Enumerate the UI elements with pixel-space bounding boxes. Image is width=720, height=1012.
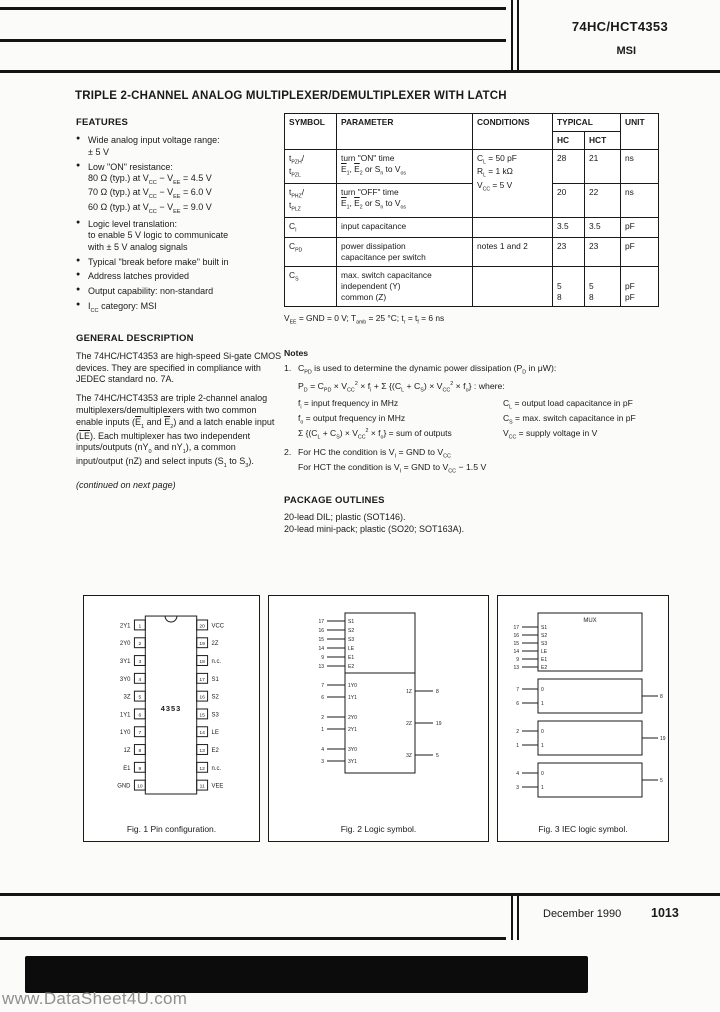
footer-divider-right [517,896,519,940]
parameter-cell: turn "OFF" time $\overline{E}_1$, $\overline{E}_2$ or $S_n$ to $V_{os}$ [337,183,473,217]
svg-text:4: 4 [321,747,324,753]
bullet-icon: ● [76,135,81,143]
svg-text:S1: S1 [541,625,548,631]
mux-section-1 [516,679,663,713]
figure-1-caption: Fig. 1 Pin configuration. [126,824,217,834]
feature-text: Typical "break before make" built in [88,256,229,267]
definition-right: $C_S = \max$. switch capacitance in pF [503,413,636,426]
svg-text:E2: E2 [211,747,219,754]
hct-value-cell: 21 [585,149,621,183]
unit-cell: pF pF [621,266,659,306]
svg-text:3Z: 3Z [406,753,412,759]
note-item [284,446,658,477]
svg-text:13: 13 [199,748,205,754]
parameter-cell: max. switch capacitance independent (Y) common (Z) [337,266,473,306]
svg-text:2: 2 [138,642,142,648]
left-pins [117,620,145,790]
date-label: December 1990 [543,908,622,920]
svg-text:LE: LE [541,649,548,655]
svg-text:S1: S1 [211,676,219,683]
figure-3 [497,595,669,842]
hc-value-cell: 5 8 [553,266,585,306]
svg-text:3Z: 3Z [123,694,131,701]
feature-item [76,271,284,283]
svg-text:15: 15 [318,637,324,643]
general-description-heading: GENERAL DESCRIPTION [76,332,194,344]
svg-text:1: 1 [516,743,519,749]
svg-text:0: 0 [541,729,544,735]
unit-cell: pF [621,237,659,266]
unit-cell: pF [621,217,659,237]
continued-note: (continued on next page) [76,480,176,491]
svg-text:LE: LE [211,730,219,737]
svg-text:9: 9 [138,766,142,772]
svg-text:3Y1: 3Y1 [119,659,131,666]
svg-text:19: 19 [660,736,666,742]
svg-text:16: 16 [199,695,205,701]
svg-text:14: 14 [318,646,324,652]
symbol-cell: $C_I$ [285,217,337,237]
svg-text:15: 15 [513,641,519,647]
table-row [285,149,659,183]
svg-text:1: 1 [138,624,142,630]
svg-text:n.c.: n.c. [211,765,222,772]
svg-text:VCC: VCC [211,623,225,630]
table-row [285,237,659,266]
svg-text:2Z: 2Z [406,721,412,727]
hct-value-cell: 23 [585,237,621,266]
note-item [284,362,658,377]
bullet-icon: ● [76,256,81,264]
conditions-cell [473,217,553,237]
figure-2-caption: Fig. 2 Logic symbol. [340,824,417,834]
svg-text:2Z: 2Z [211,641,219,648]
feature-text: Low "ON" resistance: 80 Ω (typ.) at $V_{CC} - V_{EE} = 4.5$ V 70 Ω (typ.) at $V_{CC} - V_{EE} = 6.0$ V 60 Ω (typ.) at $V_{CC} - V_{EE} = 9.0$ V [88,161,212,215]
conditions-cell: $C_L = 50$ pF $R_L = 1$ kΩ $V_{CC} = 5$ V [473,149,553,217]
svg-text:6: 6 [138,713,142,719]
svg-text:1Y1: 1Y1 [348,695,357,701]
mux-section-3 [516,763,663,797]
header-rule-mid [0,39,506,42]
definition-left: Σ $\{(C_L + C_S) \times V_{CC}^2 \times f_o\}$ = sum of outputs [298,428,452,441]
feature-text: Address latches provided [88,271,190,282]
svg-text:9: 9 [321,655,324,661]
svg-text:n.c.: n.c. [211,659,222,666]
svg-text:7: 7 [138,731,142,737]
svg-text:1Y0: 1Y0 [119,730,131,737]
conditions-cell: notes 1 and 2 [473,237,553,266]
svg-text:8: 8 [660,694,663,700]
svg-text:7: 7 [516,687,519,693]
svg-text:3: 3 [138,660,142,666]
col-header-unit: UNIT [621,114,659,150]
svg-text:2Y1: 2Y1 [119,623,131,630]
svg-text:13: 13 [318,664,324,670]
header-divider-right [517,0,519,70]
package-outline-line: 20-lead mini-pack; plastic (SO20; SOT163A). [284,523,465,534]
svg-text:0: 0 [541,771,544,777]
bullet-icon: ● [76,218,81,226]
description-paragraph: The 74HC/HCT4353 are triple 2-channel analog multiplexers/demultiplexers with two common enable inputs ($\overline{E}_1$ and $\overline{E}_2$) and a latch enable input $(\overline{LE})$. Each multiplexer has two independent inputs/outputs ($nY_0$ and $nY_1$), a common input/output (nZ) and select inputs ($S_1$ to $S_3$). [76,393,275,470]
svg-text:1: 1 [541,785,544,791]
definitions [298,398,658,442]
svg-text:1Y0: 1Y0 [348,683,357,689]
pin-configuration-diagram [84,601,259,813]
svg-text:5: 5 [436,753,439,759]
svg-text:4: 4 [138,677,142,683]
svg-text:E1: E1 [123,765,131,772]
z-pins [406,689,442,759]
control-pins [318,619,354,670]
package-outlines-heading: PACKAGE OUTLINES [284,494,385,506]
hc-value-cell: 23 [553,237,585,266]
svg-text:1: 1 [541,743,544,749]
svg-text:8: 8 [138,748,142,754]
svg-text:9: 9 [516,657,519,663]
svg-text:S3: S3 [211,712,219,719]
feature-item [76,135,284,158]
svg-text:S1: S1 [348,619,355,625]
description-paragraph: The 74HC/HCT4353 are high-speed Si-gate CMOS devices. They are specified in compliance with JEDEC standard no. 7A. [76,351,282,385]
svg-text:11: 11 [199,784,205,790]
col-header-hct: HCT [585,131,621,149]
unit-cell: ns [621,183,659,217]
bullet-icon: ● [76,285,81,293]
svg-text:S2: S2 [211,694,219,701]
bullet-icon: ● [76,271,81,279]
svg-text:8: 8 [436,689,439,695]
col-header-conditions: CONDITIONS [473,114,553,150]
unit-cell: ns [621,149,659,183]
part-number: 74HC/HCT4353 [571,19,668,34]
package-outlines-section [284,495,658,534]
col-header-hc: HC [553,131,585,149]
chip-label: 4353 [160,703,182,713]
bullet-icon: ● [76,161,81,169]
table-row [285,183,659,217]
table-header-row [285,114,659,132]
figure-3-caption: Fig. 3 IEC logic symbol. [538,824,628,834]
mux-section-2 [516,721,666,755]
col-header-parameter: PARAMETER [337,114,473,150]
svg-text:5: 5 [660,778,663,784]
symbol-cell: $t_{PZH}/$ $t_{PZL}$ [285,149,337,183]
svg-text:S2: S2 [541,633,548,639]
symbol-cell: $t_{PHZ}/$ $t_{PLZ}$ [285,183,337,217]
feature-text: Wide analog input voltage range: ± 5 V [88,135,220,158]
feature-text: Output capability: non-standard [88,285,214,296]
family-label: MSI [616,45,636,57]
svg-text:12: 12 [199,766,205,772]
svg-text:20: 20 [199,624,205,630]
notes-heading: Notes [284,348,309,359]
svg-text:17: 17 [199,677,205,683]
svg-text:6: 6 [516,701,519,707]
svg-text:1Z: 1Z [406,689,412,695]
svg-text:3: 3 [321,759,324,765]
svg-text:14: 14 [199,731,205,737]
figure-2 [268,595,489,842]
footer-rule-bottom [0,937,506,940]
svg-text:E1: E1 [541,657,548,663]
parameter-cell: power dissipation capacitance per switch [337,237,473,266]
svg-text:2Y0: 2Y0 [119,641,131,648]
svg-text:1Z: 1Z [123,747,131,754]
feature-text: $I_{CC}$ category: MSI [88,300,157,314]
common-control-block [513,613,642,671]
formula-text: $P_D = C_{PD} \times V_{CC}^2 \times f_i + \Sigma$ $\{(C_L + C_S) \times V_{CC}^2 \times f_o\}$ : where: [298,380,505,394]
dip-body [145,616,196,794]
right-column [284,113,658,536]
definition-right: $V_{CC}$ = supply voltage in V [503,428,598,441]
svg-text:2Y0: 2Y0 [348,715,357,721]
svg-text:19: 19 [436,721,442,727]
hc-value-cell: 28 [553,149,585,183]
note-text: $C_{PD}$ is used to determine the dynamic power dissipation ($P_D$ in μW): [298,363,557,377]
svg-text:15: 15 [199,713,205,719]
svg-text:4: 4 [516,771,519,777]
svg-text:S2: S2 [348,628,355,634]
col-header-typical: TYPICAL [553,114,621,132]
col-header-symbol: SYMBOL [285,114,337,150]
note-number: 2. [284,447,292,458]
svg-text:17: 17 [318,619,324,625]
logic-symbol-diagram [269,601,488,813]
feature-item [76,219,284,254]
package-outline-line: 20-lead DIL; plastic (SOT146). [284,511,406,522]
header-divider-left [511,0,513,70]
mux-label: MUX [583,618,597,624]
watermark-text: www.DataSheet4U.com [2,989,188,1008]
svg-text:1: 1 [321,727,324,733]
definition-right: $C_L$ = output load capacitance in pF [503,397,633,411]
svg-text:16: 16 [318,628,324,634]
header-rule-bottom [0,70,720,73]
hc-value-cell: 3.5 [553,217,585,237]
svg-text:2: 2 [516,729,519,735]
svg-text:S3: S3 [541,641,548,647]
svg-text:E2: E2 [348,664,355,670]
bullet-icon: ● [76,300,81,308]
svg-text:5: 5 [138,695,142,701]
feature-item [76,257,284,269]
definition-left: $f_o$ = output frequency in MHz [298,413,406,426]
svg-text:LE: LE [348,646,355,652]
note-text: For HC the condition is $V_I$ = GND to $V_{CC}$ For HCT the condition is $V_I$ = GND to $V_{CC} - 1.5$ V [298,447,487,476]
right-pins [197,620,225,790]
hct-value-cell: 5 8 [585,266,621,306]
features-heading: FEATURES [76,117,129,128]
table-row [285,266,659,306]
svg-text:16: 16 [513,633,519,639]
header-rule-top [0,7,506,10]
svg-text:S3: S3 [348,637,355,643]
page-number: 1013 [651,906,679,920]
black-banner [25,956,588,993]
page-title: TRIPLE 2-CHANNEL ANALOG MULTIPLEXER/DEMULTIPLEXER WITH LATCH [75,90,507,102]
parameter-cell: input capacitance [337,217,473,237]
svg-text:10: 10 [137,784,143,790]
footer-rule-top [0,893,720,896]
iec-logic-symbol-diagram [498,601,668,813]
table-footnote: $V_{EE}$ = GND = 0 V; $T_{amb} = 25$ °C; $t_r = t_f = 6$ ns [284,312,445,326]
svg-text:E2: E2 [541,665,548,671]
conditions-cell [473,266,553,306]
svg-text:14: 14 [513,649,519,655]
svg-text:17: 17 [513,625,519,631]
symbol-cell: $C_S$ [285,266,337,306]
svg-text:0: 0 [541,687,544,693]
svg-text:3Y0: 3Y0 [119,676,131,683]
svg-text:2: 2 [321,715,324,721]
hct-value-cell: 22 [585,183,621,217]
notes-section [284,347,658,476]
hct-value-cell: 3.5 [585,217,621,237]
svg-text:GND: GND [117,783,131,790]
footer-divider-left [511,896,513,940]
note-number: 1. [284,363,292,374]
parameter-cell: turn "ON" time $\overline{E}_1$, $\overline{E}_2$ or $S_n$ to $V_{os}$ [337,149,473,183]
y-pins [321,683,357,765]
svg-text:19: 19 [199,642,205,648]
svg-text:3Y1: 3Y1 [348,759,357,765]
svg-text:1: 1 [541,701,544,707]
left-column [76,117,284,492]
svg-text:3Y0: 3Y0 [348,747,357,753]
feature-item [76,301,284,315]
svg-text:2Y1: 2Y1 [348,727,357,733]
definition-left: $f_i$ = input frequency in MHz [298,397,399,411]
svg-text:E1: E1 [348,655,355,661]
svg-text:18: 18 [199,660,205,666]
symbol-cell: $C_{PD}$ [285,237,337,266]
hc-value-cell: 20 [553,183,585,217]
figure-1 [83,595,260,842]
svg-text:VEE: VEE [211,783,224,790]
feature-item [76,286,284,298]
characteristics-table [284,113,659,307]
svg-text:13: 13 [513,665,519,671]
table-row [285,217,659,237]
feature-text: Logic level translation: to enable 5 V logic to communicate with ± 5 V analog signals [88,218,229,252]
svg-text:3: 3 [516,785,519,791]
svg-text:6: 6 [321,695,324,701]
svg-text:1Y1: 1Y1 [119,712,131,719]
svg-text:7: 7 [321,683,324,689]
feature-item [76,162,284,216]
